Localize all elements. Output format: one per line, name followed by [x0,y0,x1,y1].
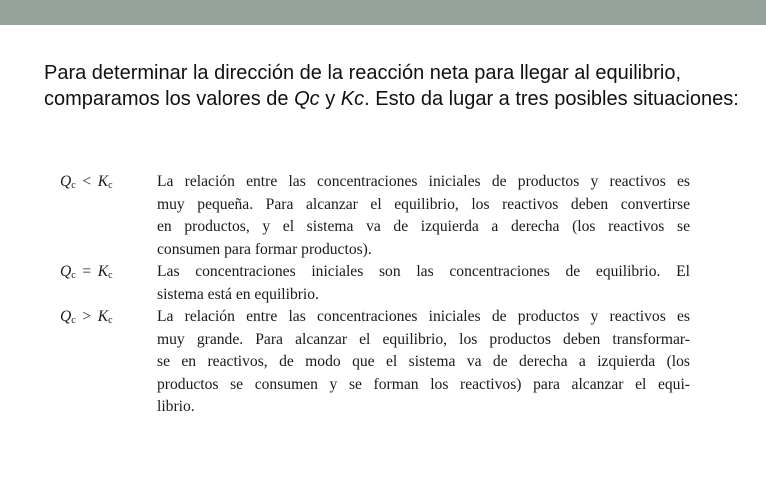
case-greater-than [60,306,690,419]
case-description: Las concentraciones iniciales son las concentraciones de equilibrio. El sistema está en equilibrio. [157,263,690,303]
top-bar [0,0,766,25]
case-description: La relación entre las concentraciones iniciales de productos y reactivos es muy pequeña. Para alcanzar el equilibrio, los reactivos deben convertirse en productos, y el sistema va de izquierda a derecha (los reactivos se consumen para formar productos). [157,173,690,258]
condition: $Q_c = K_c$ [60,263,113,281]
case-equal [60,261,690,306]
intro-paragraph [44,60,744,112]
intro-text-2: y [319,88,341,110]
case-description: La relación entre las concentraciones iniciales de productos y reactivos es muy grande. Para alcanzar el equilibrio, los productos deben transformar- se en reactivos, de modo que el sistema va de derecha a izquierda (los productos se consumen y se forman los reactivos) para alcanzar el equi- librio. [157,308,690,415]
case-less-than [60,171,690,261]
condition: $Q_c > K_c$ [60,308,113,326]
intro-text-1: Para determinar la dirección de la reacción neta para llegar al equilibrio, comparamos los valores de [44,62,682,110]
condition: $Q_c < K_c$ [60,173,113,191]
intro-text-3: . Esto da lugar a tres posibles situaciones: [364,88,739,110]
intro-kc: Kc [340,88,365,110]
cases-list [60,171,690,419]
intro-qc: Qc [294,88,320,110]
